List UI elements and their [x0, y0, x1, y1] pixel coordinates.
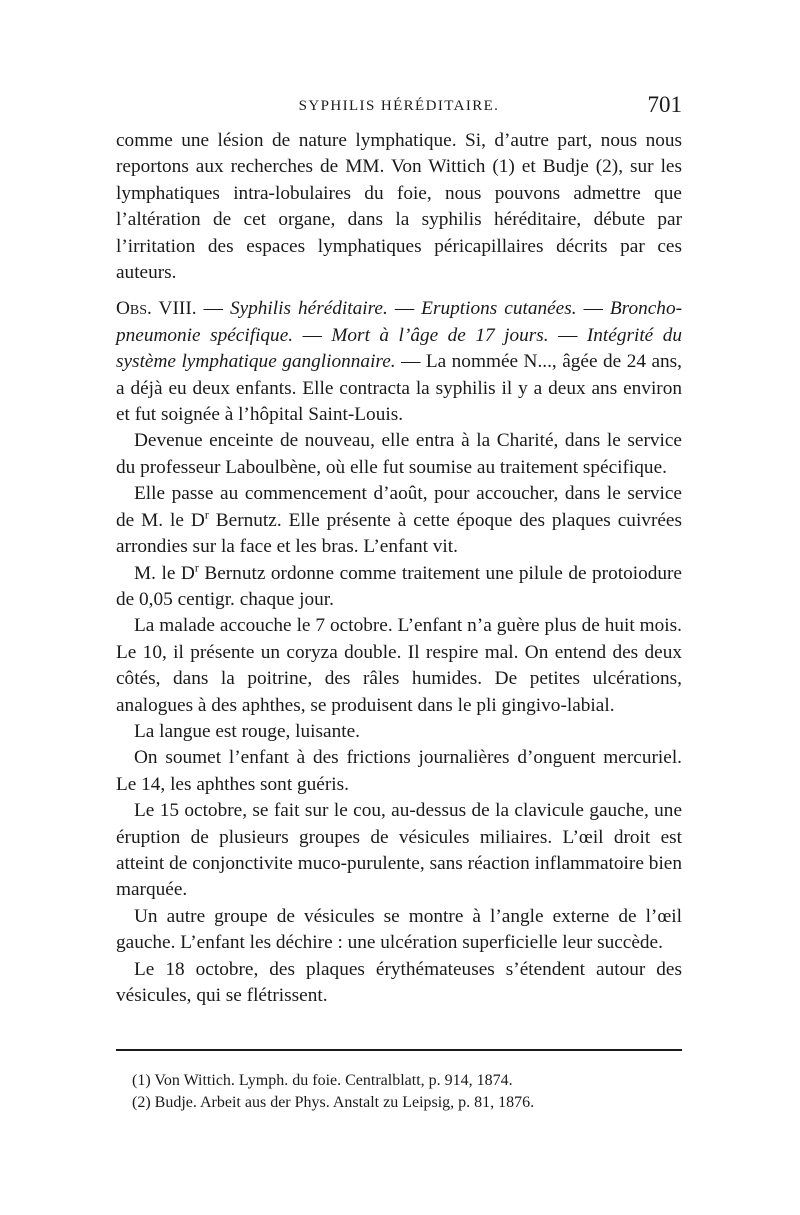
footnote: (1) Von Wittich. Lymph. du foie. Centralblatt, p. 914, 1874.: [132, 1072, 513, 1089]
paragraph: [116, 481, 682, 560]
paragraph-text: Elle passe au commencement d’août, pour accoucher, dans le service de M. le D: [116, 483, 682, 531]
paragraph: On soumet l’enfant à des frictions journalières d’onguent mercuriel. Le 14, les aphthes sont guéris.: [116, 747, 682, 795]
body-text: [116, 128, 682, 1009]
paragraph: La malade accouche le 7 octobre. L’enfant n’a guère plus de huit mois. Le 10, il présente un coryza double. Il respire mal. On entend des deux côtés, dans la poitrine, des râles humides. De petites ulcérations, analogues à des aphthes, se produisent dans le pli gingivo-labial.: [116, 615, 682, 716]
running-title: SYPHILIS HÉRÉDITAIRE.: [298, 98, 500, 114]
footnote: (2) Budje. Arbeit aus der Phys. Anstalt zu Leipsig, p. 81, 1876.: [132, 1094, 535, 1111]
superscript: r: [204, 507, 209, 522]
paragraph: La langue est rouge, luisante.: [134, 720, 360, 742]
separator: —: [576, 298, 610, 320]
separator: —: [387, 298, 422, 320]
observation-title: Broncho-pneumonie spécifique.: [116, 298, 683, 346]
page-number: 701: [647, 92, 682, 117]
paragraph: [116, 561, 682, 614]
superscript: r: [194, 560, 199, 575]
observation-paragraph: [116, 296, 682, 428]
observation-label: Obs. VIII.: [116, 298, 197, 320]
paragraph-text: M. le D: [134, 562, 195, 584]
paragraph-text: Bernutz ordonne comme traitement une pilule de protoiodure de 0,05 centigr. chaque jour.: [116, 562, 682, 610]
separator: —: [548, 324, 587, 346]
observation-title: Intégrité du système lymphatique ganglionnaire.: [116, 324, 683, 373]
paragraph: Le 15 octobre, se fait sur le cou, au-dessus de la clavicule gauche, une éruption de plusieurs groupes de vésicules miliaires. L’œil droit est atteint de conjonctivite muco-purulente, sans réaction inflammatoire bien marquée.: [116, 800, 682, 901]
footnotes: [132, 1070, 672, 1114]
paragraph: Le 18 octobre, des plaques érythémateuses s’étendent autour des vésicules, qui se flétrissent.: [116, 958, 682, 1006]
page-header: [116, 92, 682, 118]
footnote-rule: [116, 1049, 682, 1051]
paragraph: Devenue enceinte de nouveau, elle entra à la Charité, dans le service du professeur Laboulbène, où elle fut soumise au traitement spécifique.: [116, 430, 682, 478]
observation-title: Syphilis héréditaire.: [229, 298, 388, 320]
paragraph: comme une lésion de nature lymphatique. Si, d’autre part, nous nous reportons aux recherches de MM. Von Wittich (1) et Budje (2), sur les lymphatiques intra-lobulaires du foie, nous pouvons admettre que l’altération de cet organe, dans la syphilis héréditaire, débute par l’irritation des espaces lymphatiques péricapillaires décrits par ces auteurs.: [116, 130, 682, 284]
paragraph: Un autre groupe de vésicules se montre à l’angle externe de l’œil gauche. L’enfant les déchire : une ulcération superficielle leur succède.: [116, 905, 682, 954]
separator: —: [196, 298, 230, 320]
observation-text: — La nommée N..., âgée de 24 ans, a déjà eu deux enfants. Elle contracta la syphilis il y a deux ans environ et fut soignée à l’hôpital Saint-Louis.: [116, 351, 682, 426]
observation-title: Eruptions cutanées.: [421, 298, 577, 320]
separator: —: [293, 324, 332, 346]
paragraph-text: Bernutz. Elle présente à cette époque des plaques cuivrées arrondies sur la face et les bras. L’enfant vit.: [116, 509, 682, 558]
observation-title: Mort à l’âge de 17 jours.: [331, 324, 549, 346]
